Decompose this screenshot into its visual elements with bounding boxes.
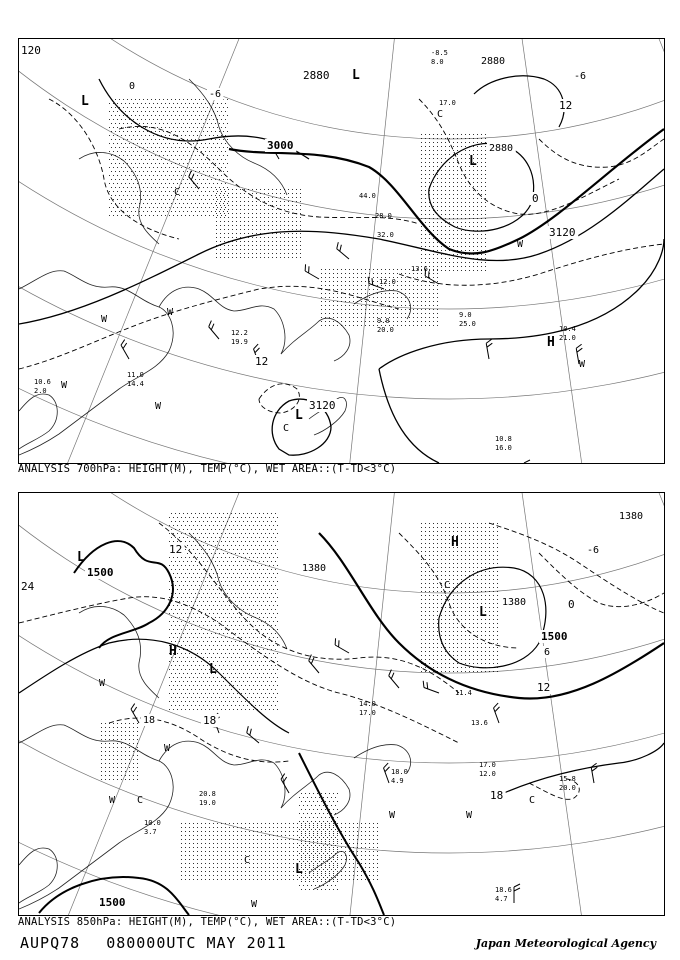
height-label: 1500	[541, 630, 568, 643]
station-value: 12.2	[231, 329, 248, 337]
height-label: 3120	[549, 226, 576, 239]
height-label: 1500	[87, 566, 114, 579]
wind-barb	[120, 340, 135, 359]
temperature-isotherm	[109, 718, 289, 762]
pressure-center-label: C	[283, 423, 290, 434]
coastline-path	[19, 394, 57, 449]
meridian-line	[19, 39, 449, 219]
station-value: 10.8	[495, 435, 512, 443]
latitude-arc	[19, 493, 664, 763]
pressure-center-label: L	[295, 862, 303, 877]
pressure-center-label: C	[437, 109, 444, 120]
coastline-path	[281, 318, 350, 361]
coastline-path	[189, 79, 287, 195]
height-label: 1380	[302, 563, 327, 574]
station-value: 18.6	[495, 886, 512, 894]
caption-850hpa: ANALYSIS 850hPa: HEIGHT(M), TEMP(°C), WET AREA::(T-TD<3°C)	[18, 916, 397, 928]
station-value: 19.0	[199, 799, 216, 807]
station-value: -8.5	[431, 49, 448, 57]
map-700hpa-svg	[19, 39, 664, 463]
pressure-center-label: W	[109, 795, 116, 806]
station-value: 20.0	[377, 326, 394, 334]
pressure-center-label: W	[61, 380, 68, 391]
pressure-center-label: L	[209, 662, 217, 677]
station-value: 12.0	[379, 278, 396, 286]
map-850hpa-svg	[19, 493, 664, 915]
pressure-center-label: L	[77, 550, 85, 565]
temperature-label: -6	[209, 89, 222, 100]
temperature-label: 18	[203, 714, 217, 727]
temperature-label: -6	[587, 545, 600, 556]
station-value: 17.0	[439, 99, 456, 107]
station-value: 13.6	[411, 265, 428, 273]
station-value: 20.8	[199, 790, 216, 798]
station-value: 19.9	[231, 338, 248, 346]
temperature-label: 12	[255, 355, 269, 368]
wind-barb	[207, 321, 224, 339]
coastline-path	[79, 152, 159, 244]
wind-barb	[334, 242, 352, 259]
wet-area-stipple	[101, 723, 138, 780]
pressure-center-label: L	[479, 605, 487, 620]
coastline-path	[309, 851, 346, 889]
chart-code: AUPQ78	[20, 934, 81, 952]
temperature-isotherm	[419, 99, 619, 214]
map-panel-700hpa	[18, 38, 665, 464]
height-label: 1380	[502, 597, 527, 608]
pressure-center-label: C	[174, 187, 181, 198]
temperature-label: 12	[169, 543, 183, 556]
station-value: 20.0	[559, 784, 576, 792]
station-value: 9.0	[459, 311, 472, 319]
station-value: 13.6	[471, 719, 488, 727]
temperature-label: 6	[544, 647, 551, 658]
wind-barb	[303, 264, 322, 279]
height-label: 2880	[489, 143, 514, 154]
temperature-label: 12	[559, 99, 573, 112]
wind-barb	[524, 460, 530, 463]
temperature-label: 12	[537, 681, 551, 694]
station-value: 8.0	[431, 58, 444, 66]
height-contour	[19, 169, 664, 324]
wet-area-stipple	[181, 823, 378, 880]
latitude-arc	[19, 39, 664, 309]
pressure-center-label: L	[352, 68, 360, 83]
latitude-arc	[19, 493, 664, 673]
coastline-path	[189, 533, 287, 649]
temperature-label: 18	[143, 715, 156, 726]
pressure-center-label: H	[451, 535, 459, 550]
temperature-label: 0	[129, 81, 136, 92]
station-value: 15.8	[559, 775, 576, 783]
caption-700hpa: ANALYSIS 700hPa: HEIGHT(M), TEMP(°C), WET AREA::(T-TD<3°C)	[18, 463, 397, 475]
pressure-center-label: W	[389, 810, 396, 821]
wind-barb	[514, 884, 520, 903]
coastline-path	[159, 287, 285, 354]
temperature-isotherm	[159, 523, 459, 693]
temperature-contours	[19, 523, 664, 799]
coastline-path	[19, 725, 173, 909]
height-label: 3120	[309, 399, 336, 412]
station-value: 44.0	[359, 192, 376, 200]
meridian-line	[449, 493, 664, 915]
temperature-contours	[19, 99, 664, 413]
height-label: 2880	[481, 56, 506, 67]
height-contour	[74, 541, 173, 648]
pressure-center-label: H	[169, 644, 177, 659]
station-value: 32.0	[377, 231, 394, 239]
coastline-path	[281, 772, 350, 815]
agency-name: Japan Meteorological Agency	[475, 937, 656, 950]
map-panel-850hpa	[18, 492, 665, 916]
pressure-center-label: H	[547, 335, 555, 350]
pressure-center-label: W	[164, 743, 171, 754]
station-value: 14.4	[127, 380, 144, 388]
wind-barb	[387, 670, 404, 688]
station-value: 12.0	[479, 770, 496, 778]
coastline-path	[19, 271, 173, 455]
height-contour	[474, 76, 564, 127]
temperature-label: 0	[532, 192, 539, 205]
station-value: 2.0	[34, 387, 47, 395]
wet-area-stipple	[169, 513, 278, 710]
station-value: 18.0	[391, 768, 408, 776]
wind-barb	[244, 726, 262, 743]
temperature-label: 0	[568, 598, 575, 611]
station-value: 11.4	[455, 689, 472, 697]
coastline-group	[19, 79, 411, 455]
height-contour	[379, 369, 439, 463]
valid-time: 080000UTC MAY 2011	[106, 934, 287, 952]
station-value: 4.7	[495, 895, 508, 903]
height-label: 3000	[267, 139, 294, 152]
height-label: 1380	[619, 511, 644, 522]
pressure-center-label: W	[579, 359, 586, 370]
wind-barb	[421, 681, 441, 693]
latitude-arc	[19, 39, 664, 399]
wet-area-stipple	[421, 523, 498, 672]
height-contour	[319, 533, 664, 699]
pressure-center-label: L	[469, 154, 477, 169]
pressure-center-label: W	[99, 678, 106, 689]
pressure-center-label: C	[244, 855, 251, 866]
pressure-center-label: C	[444, 580, 451, 591]
height-contours	[19, 533, 664, 915]
pressure-center-label: W	[466, 810, 473, 821]
coastline-path	[79, 606, 159, 698]
height-label: 1500	[99, 896, 126, 909]
height-label: 2880	[303, 69, 330, 82]
pressure-center-label: C	[529, 795, 536, 806]
station-value: 14.0	[359, 700, 376, 708]
temperature-isotherm	[399, 244, 664, 285]
station-value: 28.0	[375, 212, 392, 220]
height-contour	[299, 753, 384, 915]
temperature-label: 18	[490, 789, 504, 802]
pressure-center-label: W	[517, 239, 524, 250]
pressure-center-label: L	[295, 408, 303, 423]
station-value: 21.0	[559, 334, 576, 342]
pressure-center-label: W	[251, 899, 258, 910]
station-value: 10.6	[34, 378, 51, 386]
height-labels	[19, 44, 578, 412]
pressure-center-label: L	[81, 94, 89, 109]
pressure-center-label: W	[101, 314, 108, 325]
meridian-line	[449, 493, 664, 915]
height-labels	[19, 510, 646, 909]
station-value: 25.0	[459, 320, 476, 328]
height-contour	[504, 743, 664, 793]
station-value: 10.4	[559, 325, 576, 333]
bulletin-header	[20, 934, 313, 952]
height-label: 24	[21, 580, 35, 593]
temperature-isotherm	[19, 597, 459, 743]
wind-barb	[486, 339, 495, 359]
pressure-center-label: C	[137, 795, 144, 806]
height-contour	[439, 567, 546, 668]
meridian-line	[449, 493, 644, 915]
pressure-center-label: W	[155, 401, 162, 412]
coastline-path	[19, 848, 57, 903]
station-value: 4.9	[391, 777, 404, 785]
wind-barb	[493, 703, 505, 723]
station-value: 10.0	[144, 819, 161, 827]
station-value: 11.0	[127, 371, 144, 379]
station-value: 3.7	[144, 828, 157, 836]
pressure-center-label: W	[167, 307, 174, 318]
temperature-label: -6	[574, 71, 587, 82]
station-value: 17.0	[359, 709, 376, 717]
wind-barb	[333, 638, 352, 653]
latitude-arc	[19, 39, 664, 219]
wet-area-stipple	[299, 793, 338, 890]
station-value: 9.0	[377, 317, 390, 325]
station-value: 17.0	[479, 761, 496, 769]
wind-barb	[280, 774, 295, 793]
station-value: 16.0	[495, 444, 512, 452]
height-label: 120	[21, 44, 41, 57]
meridian-line	[449, 39, 664, 381]
